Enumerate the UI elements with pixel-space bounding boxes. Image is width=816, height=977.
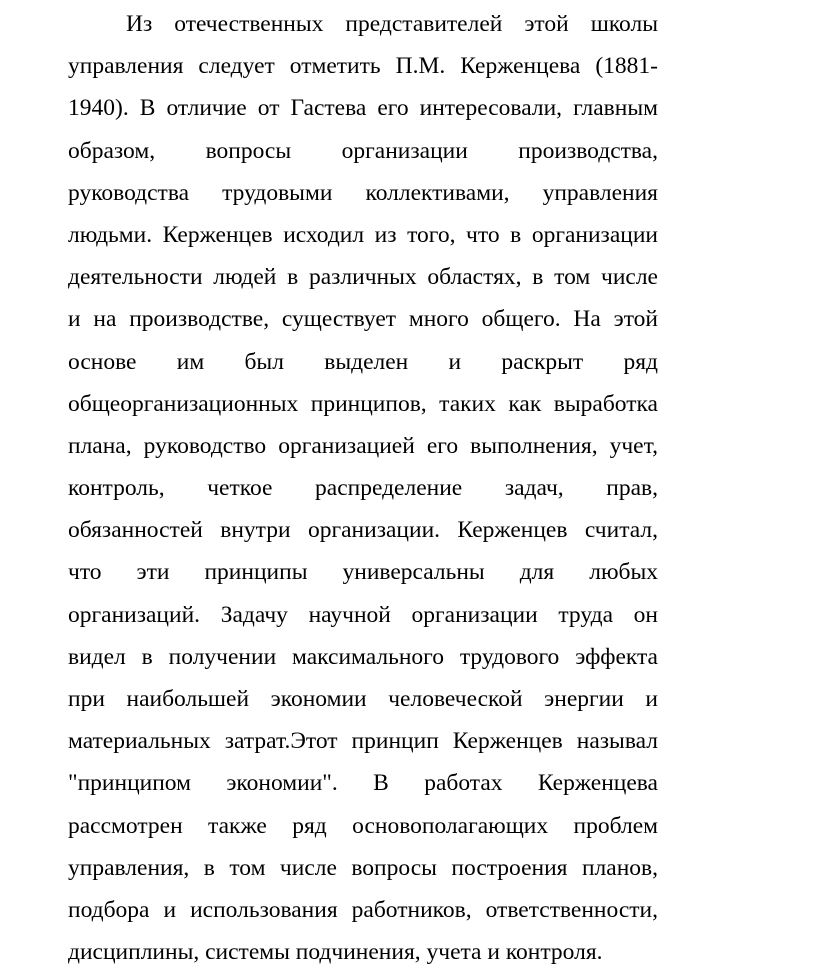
text-line: при наибольшей экономии человеческой энергии и — [68, 686, 658, 712]
paragraph — [68, 6, 658, 976]
text-line: общеорганизационных принципов, таких как выработка — [68, 390, 658, 417]
text-line: видел в получении максимального трудового эффекта — [68, 643, 658, 670]
text-line: контроль, четкое распределение задач, прав, — [68, 475, 658, 502]
text-line: управления, в том числе вопросы построения планов, — [68, 854, 658, 881]
text-line: Из отечественных представителей этой школы — [126, 11, 658, 37]
text-line: что эти принципы универсальны для любых — [68, 559, 658, 586]
text-line: руководства трудовыми коллективами, управления — [68, 179, 658, 206]
text-line: "принципом экономии". В работах Керженцева — [68, 770, 658, 797]
text-line: управления следует отметить П.М. Керженцева (1881- — [68, 53, 658, 80]
text-line: дисциплины, системы подчинения, учета и контроля. — [68, 939, 603, 966]
text-line: организаций. Задачу научной организации труда он — [68, 601, 658, 628]
text-line: рассмотрен также ряд основополагающих проблем — [68, 812, 658, 839]
text-line: деятельности людей в различных областях, в том числе — [68, 264, 658, 291]
text-line: образом, вопросы организации производства, — [68, 137, 658, 164]
text-line: и на производстве, существует много общего. На этой — [68, 306, 658, 333]
text-line: плана, руководство организацией его выполнения, учет, — [68, 432, 658, 459]
text-line: основе им был выделен и раскрыт ряд — [68, 348, 658, 375]
text-line: материальных затрат.Этот принцип Керженцев называл — [68, 728, 658, 755]
text-line: обязанностей внутри организации. Керженцев считал, — [68, 517, 658, 544]
text-line: людьми. Керженцев исходил из того, что в организации — [68, 221, 658, 248]
text-line: подбора и использования работников, ответственности, — [68, 896, 658, 923]
text-line: 1940). В отличие от Гастева его интересовали, главным — [68, 95, 658, 122]
